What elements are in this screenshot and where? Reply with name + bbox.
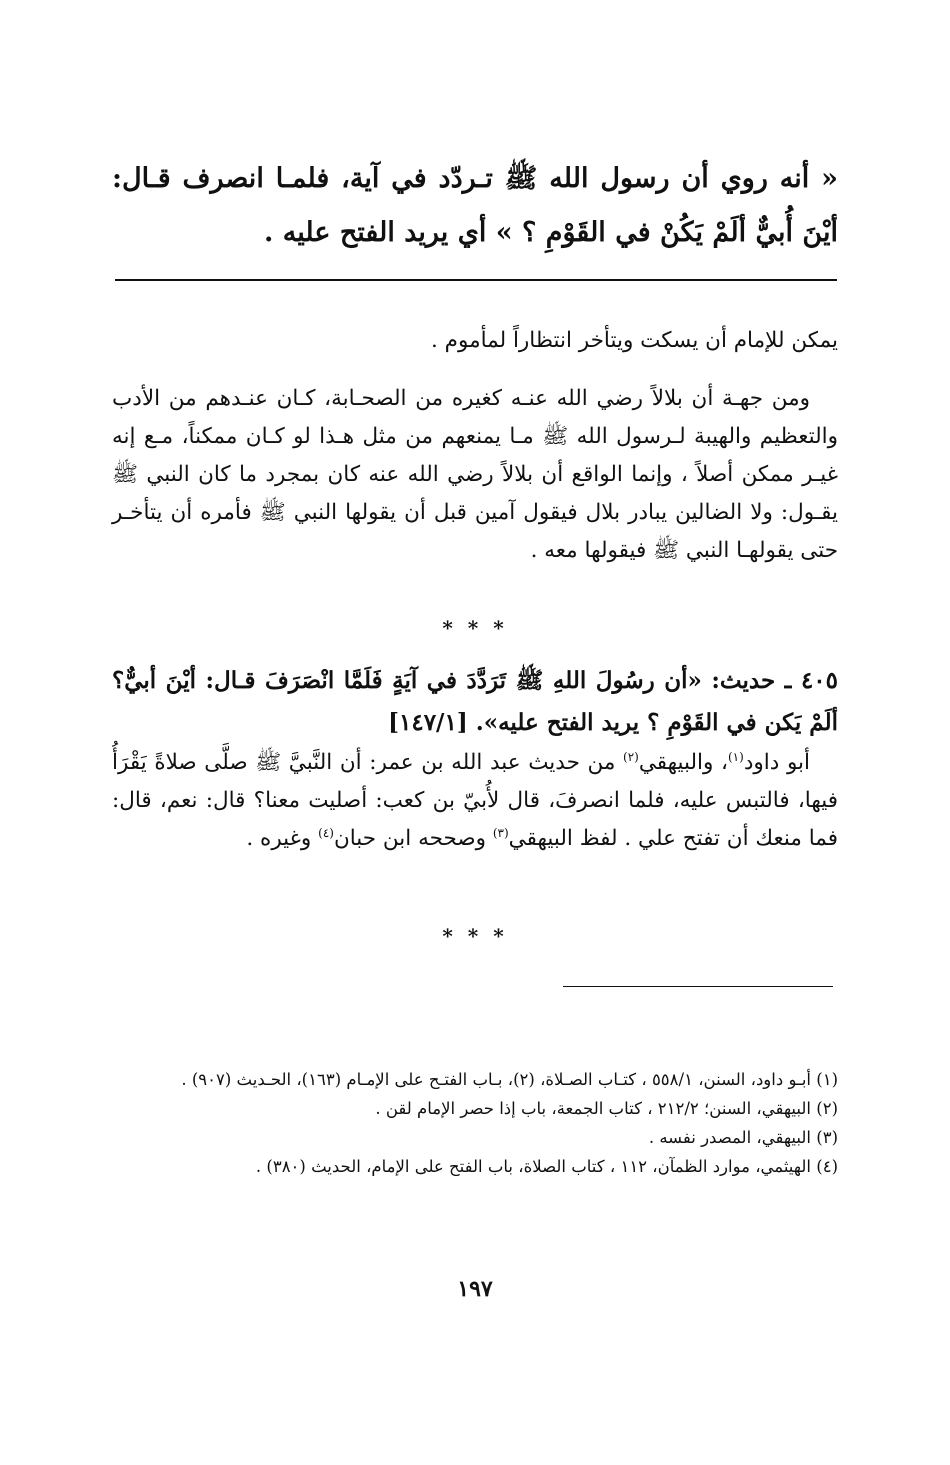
footnote-1: (١) أبـو داود، السنن، ٥٥٨/١ ، كتـاب الصـلاة، (٢)، بـاب الفتـح على الإمـام (١٦٣)، الحـديث (٩٠٧) . xyxy=(181,1070,838,1089)
paragraph-1: يمكن للإمام أن يسكت ويتأخر انتظاراً لمأموم . xyxy=(430,328,838,353)
hadith-takhrij xyxy=(112,744,838,858)
takhrij-text: وغيره . xyxy=(246,826,319,851)
footnote-4: (٤) الهيثمي، موارد الظمآن، ١١٢ ، كتاب الصلاة، باب الفتح على الإمام، الحديث (٣٨٠) . xyxy=(255,1157,838,1176)
takhrij-text: ، والبيهقي xyxy=(638,750,728,775)
top-divider xyxy=(115,279,837,281)
hadith-heading: ٤٠٥ ـ حديث: «أن رسُولَ اللهِ ﷺ تَرَدَّدَ في آيَةٍ فَلَمَّا انْصَرَفَ قـال: أيْنَ أبيٌّ؟ ألَمْ يَكن في القَوْمِ ؟ يريد الفتح عليه». [١٤٧/١] xyxy=(112,667,838,736)
page-number: ١٩٧ xyxy=(457,1276,493,1302)
footnote-divider xyxy=(563,986,833,987)
section-separator: * * * xyxy=(442,616,508,640)
footnotes xyxy=(112,1065,838,1181)
footnote-ref-2: (٢) xyxy=(623,749,639,764)
takhrij-text: أبو داود xyxy=(743,750,811,775)
footnote-2: (٢) البيهقي، السنن؛ ٢١٢/٢ ، كتاب الجمعة، باب إذا حصر الإمام لقن . xyxy=(375,1099,838,1118)
footnote-ref-4: (٤) xyxy=(318,825,334,840)
footnote-3: (٣) البيهقي، المصدر نفسه . xyxy=(648,1128,838,1147)
takhrij-text: من حديث عبد الله بن عمر: أن النَّبيَّ ﷺ صلَّى صلاةً يَقْرَأُ فيها، فالتبس عليه، فلما انصرفَ، قال لأُبيّ بن كعب: أصليت معنا؟ قال: نعم، قال: فما منعك أن تفتح علي . لفظ البيهقي xyxy=(112,750,838,851)
takhrij-text: وصححه ابن حبان xyxy=(333,826,493,851)
footnote-ref-3: (٣) xyxy=(492,825,509,840)
paragraph-2: ومن جهـة أن بلالاً رضي الله عنـه كغيره من الصحـابة، كـان عنـدهم من الأدب والتعظيم والهيبة لـرسول الله ﷺ مـا يمنعهم من مثل هـذا لو كـان ممكناً، مـع إنه غيـر ممكن أصلاً ، وإنما الواقع أن بلالاً رضي الله عنه كان بمجرد ما كان النبي ﷺ يقـول: ولا الضالين يبادر بلال فيقول آمين قبل أن يقولها النبي ﷺ فأمره أن يتأخـر حتى يقولهـا النبي ﷺ فيقولها معه . xyxy=(112,386,838,563)
footnote-ref-1: (١) xyxy=(727,749,744,764)
section-separator: * * * xyxy=(442,924,508,948)
quoted-hadith: « أنه روي أن رسول الله ﷺ تـردّد في آية، فلمـا انصرف قـال: أيْنَ أُبيٌّ ألَمْ يَكُنْ في القَوْمِ ؟ » أي يريد الفتح عليه . xyxy=(112,163,838,248)
